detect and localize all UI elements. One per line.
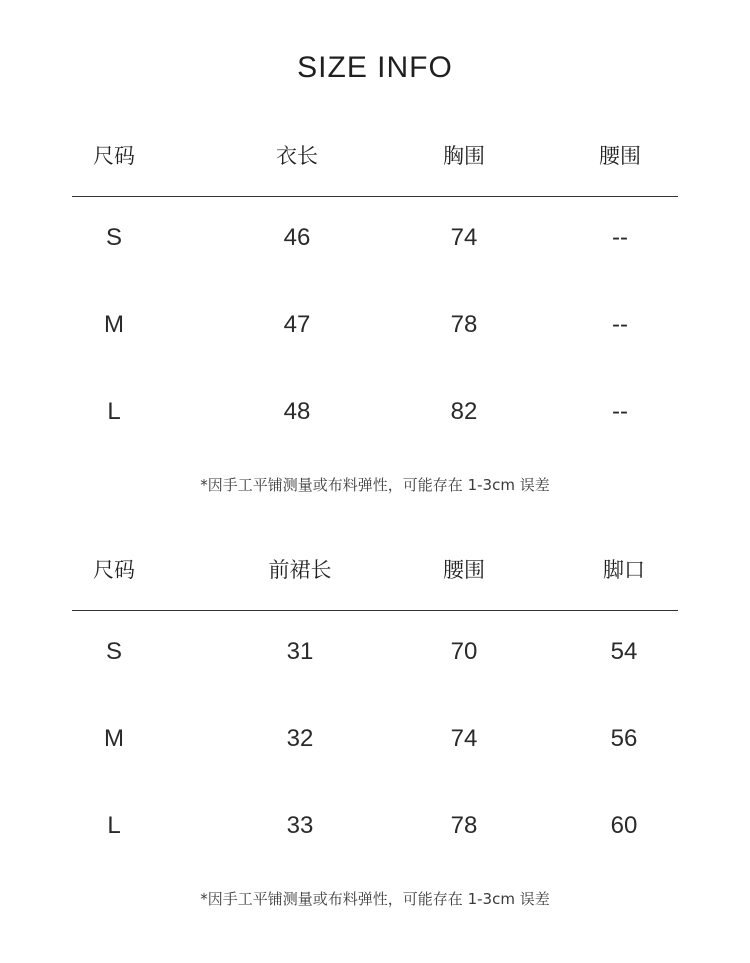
hem-cell: 56 — [610, 725, 638, 752]
top-size-table — [72, 130, 678, 458]
hem-cell: 54 — [610, 638, 638, 665]
table-row — [72, 785, 678, 872]
waist-cell: -- — [612, 311, 628, 338]
waist-cell: -- — [612, 224, 628, 251]
header-waist: 腰围 — [443, 558, 485, 582]
chest-cell: 82 — [450, 398, 478, 425]
header-front-skirt-length: 前裙长 — [268, 558, 332, 582]
chest-cell: 74 — [450, 224, 478, 251]
size-cell: S — [105, 638, 122, 665]
bottom-size-table — [72, 544, 678, 872]
table-row — [72, 197, 678, 284]
length-cell: 46 — [283, 224, 311, 251]
header-waist: 腰围 — [599, 144, 641, 168]
waist-cell: 78 — [450, 812, 478, 839]
table-row — [72, 611, 678, 698]
hem-cell: 60 — [610, 812, 638, 839]
waist-cell: 70 — [450, 638, 478, 665]
table-header-row — [72, 544, 678, 611]
front-skirt-length-cell: 32 — [286, 725, 314, 752]
length-cell: 48 — [283, 398, 311, 425]
size-cell: S — [105, 224, 122, 251]
measurement-note: *因手工平铺测量或布料弹性，可能存在 1-3cm 误差 — [200, 890, 550, 908]
size-cell: M — [104, 725, 124, 752]
table-row — [72, 284, 678, 371]
front-skirt-length-cell: 31 — [286, 638, 314, 665]
header-chest: 胸围 — [443, 144, 485, 168]
header-size: 尺码 — [93, 558, 135, 582]
chest-cell: 78 — [450, 311, 478, 338]
table-header-row — [72, 130, 678, 197]
length-cell: 47 — [283, 311, 311, 338]
table-row — [72, 698, 678, 785]
size-cell: L — [107, 398, 121, 425]
front-skirt-length-cell: 33 — [286, 812, 314, 839]
waist-cell: 74 — [450, 725, 478, 752]
header-hem: 脚口 — [603, 558, 645, 582]
size-cell: L — [107, 812, 121, 839]
page-title: SIZE INFO — [297, 51, 453, 84]
measurement-note: *因手工平铺测量或布料弹性，可能存在 1-3cm 误差 — [200, 476, 550, 494]
header-length: 衣长 — [276, 144, 318, 168]
header-size: 尺码 — [93, 144, 135, 168]
waist-cell: -- — [612, 398, 628, 425]
table-row — [72, 371, 678, 458]
size-cell: M — [104, 311, 124, 338]
